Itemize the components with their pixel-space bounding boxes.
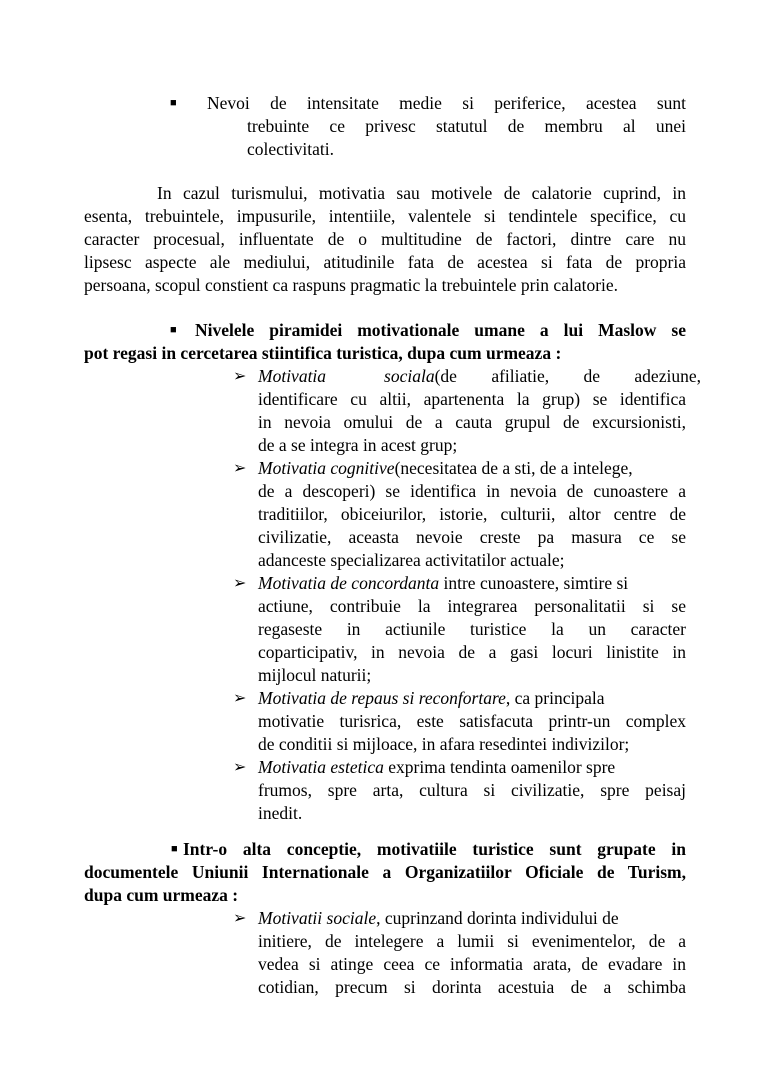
maslow-heading-line-2: pot regasi in cercetarea stiintifica turistica, dupa cum urmeaza : [84,343,562,363]
maslow-item-4-line-2: motivatie turisrica, este satisfacuta printr-un complex [258,711,686,731]
uioot-heading-line-2: documentele Uniunii Internationale a Organizatiilor Oficiale de Turism, [84,862,686,882]
square-bullet-icon: ■ [170,324,177,336]
maslow-item-2-line-2: de a descoperi) se identifica in nevoia de cunoastere a [258,481,686,501]
top-item-line-1: Nevoi de intensitate medie si periferice, acestea sunt [207,93,686,113]
maslow-item-5-line-2: frumos, spre arta, cultura si civilizatie, spre peisaj [258,780,686,800]
arrow-bullet-icon: ➢ [233,366,247,385]
top-item-line-3: colectivitati. [247,139,334,159]
intro-line-3: caracter procesual, influentate de o multitudine de factori, dintre care nu [84,229,686,249]
arrow-bullet-icon: ➢ [233,458,247,477]
top-item-line-2: trebuinte ce privesc statutul de membru al unei [247,116,686,136]
maslow-item-4-line-3: de conditii si mijloace, in afara resedintei indivizilor; [258,734,630,754]
maslow-item-5-line-3: inedit. [258,803,303,823]
maslow-item-4-line-1: Motivatia de repaus si reconfortare, ca principala [258,688,605,708]
square-bullet-icon: ■ [170,97,177,109]
maslow-item-3-line-2: actiune, contribuie la integrarea personalitatii si se [258,596,686,616]
arrow-bullet-icon: ➢ [233,908,247,927]
maslow-item-2-line-5: adanceste specializarea activitatilor actuale; [258,550,565,570]
uioot-item-1-line-2: initiere, de intelegere a lumii si evenimentelor, de a [258,931,686,951]
maslow-item-1-line-1: Motivatia sociala(de afiliatie, de adeziune, [258,366,701,386]
intro-line-2: esenta, trebuintele, impusurile, intentiile, valentele si tendintele specifice, cu [84,206,686,226]
maslow-item-1-line-4: de a se integra in acest grup; [258,435,458,455]
uioot-heading-line-3: dupa cum urmeaza : [84,885,239,905]
uioot-item-1-line-3: vedea si atinge ceea ce informatia arata, de evadare in [258,954,686,974]
maslow-item-2-line-1: Motivatia cognitive(necesitatea de a sti, de a intelege, [258,458,633,478]
maslow-item-1-line-3: in nevoia omului de a cauta grupul de excursionisti, [258,412,686,432]
square-bullet-icon: ■ [171,843,178,855]
uioot-item-1-line-4: cotidian, precum si dorinta acestuia de a schimba [258,977,686,997]
maslow-item-2-line-4: civilizatie, aceasta nevoie creste pa masura ce se [258,527,686,547]
arrow-bullet-icon: ➢ [233,688,247,707]
maslow-item-3-line-1: Motivatia de concordanta intre cunoastere, simtire si [258,573,629,593]
maslow-item-3-line-3: regaseste in actiunile turistice la un caracter [258,619,686,639]
arrow-bullet-icon: ➢ [233,573,247,592]
maslow-item-5-line-1: Motivatia estetica exprima tendinta oamenilor spre [258,757,616,777]
intro-line-5: persoana, scopul constient ca raspuns pragmatic la trebuintele prin calatorie. [84,275,619,295]
maslow-item-3-line-4: coparticipativ, in nevoia de a gasi locuri linistite in [258,642,686,662]
maslow-item-1-line-2: identificare cu altii, apartenenta la grup) se identifica [258,389,686,409]
arrow-bullet-icon: ➢ [233,757,247,776]
intro-line-4: lipsesc aspecte ale mediului, atitudinile fata de acestea si fata de propria [84,252,686,272]
maslow-item-2-line-3: traditiilor, obiceiurilor, istorie, culturii, altor centre de [258,504,686,524]
maslow-heading-line-1: Nivelele piramidei motivationale umane a lui Maslow se [195,320,686,340]
maslow-item-3-line-5: mijlocul naturii; [258,665,372,685]
uioot-heading-line-1: Intr-o alta conceptie, motivatiile turistice sunt grupate in [183,839,686,859]
intro-line-1: In cazul turismului, motivatia sau motivele de calatorie cuprind, in [157,183,686,203]
uioot-item-1-line-1: Motivatii sociale, cuprinzand dorinta individului de [258,908,619,928]
